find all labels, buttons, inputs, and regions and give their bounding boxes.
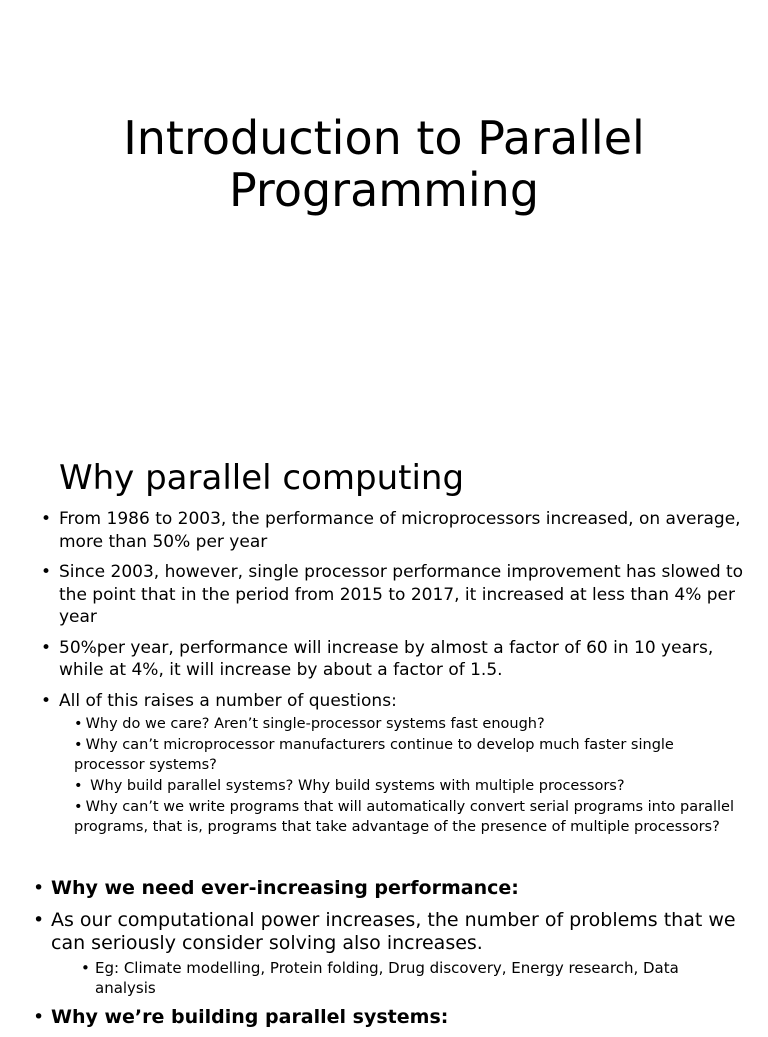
bullet-marker: •: [33, 908, 45, 931]
sub-bullet-text: Why do we care? Aren’t single-processor systems fast enough?: [85, 716, 545, 732]
bullet-text: From 1986 to 2003, the performance of microprocessors increased, on average, more than 50% per year: [59, 509, 741, 552]
sub-bullet-text: Eg: Climate modelling, Protein folding, Drug discovery, Energy research, Data analysis: [95, 958, 679, 997]
section-heading: Why parallel computing: [59, 458, 465, 498]
sub-list-item: [74, 776, 746, 796]
sub-bullet-text: Why can’t we write programs that will automatically convert serial programs into parallel programs, that is, programs that take advantage of the presence of multiple processors?: [74, 799, 734, 835]
title-line-2: Programming: [228, 163, 540, 217]
bullet-marker: •: [41, 690, 52, 711]
sub-list-item: [74, 714, 746, 734]
sub-bullet-marker: •: [74, 716, 83, 732]
bullet-marker: •: [41, 637, 52, 658]
bullet-list-2: [33, 877, 743, 1037]
title-line-1: Introduction to Parallel: [123, 111, 645, 165]
slide-title: [0, 112, 768, 216]
sub-list-item: [74, 735, 746, 775]
bullet-text: 50%per year, performance will increase by almost a factor of 60 in 10 years, while at 4%, it will increase by about a factor of 1.5.: [59, 637, 714, 680]
sub-bullet-list: [74, 714, 746, 837]
sub-bullet-marker: •: [81, 958, 90, 977]
sub-list-item: [74, 797, 746, 837]
bullet-marker: •: [41, 509, 52, 529]
sub-bullet-marker: •: [74, 799, 83, 815]
bullet-text: Why we need ever-increasing performance:: [51, 877, 519, 899]
list-item: [33, 909, 743, 998]
sub-bullet-marker: •: [74, 737, 83, 753]
bullet-marker: •: [33, 1005, 45, 1028]
bullet-text: All of this raises a number of questions:: [59, 690, 397, 711]
list-item: [41, 508, 746, 553]
sub-bullet-marker: •: [74, 778, 83, 794]
sub-list-item: [81, 958, 743, 998]
bullet-text: Why we’re building parallel systems:: [51, 1005, 449, 1028]
list-item: [41, 637, 746, 682]
bullet-marker: •: [41, 562, 52, 582]
list-item: [41, 561, 746, 629]
sub-bullet-text: Why build parallel systems? Why build systems with multiple processors?: [85, 778, 625, 794]
sub-bullet-text: Why can’t microprocessor manufacturers continue to develop much faster single processor systems?: [74, 737, 674, 773]
list-item: [41, 690, 746, 838]
list-item: [33, 1006, 743, 1030]
bullet-list: [41, 508, 746, 845]
list-item: [33, 877, 743, 901]
bullet-text: As our computational power increases, the number of problems that we can seriously consider solving also increases.: [51, 908, 736, 954]
bullet-marker: •: [33, 877, 45, 899]
bullet-text: Since 2003, however, single processor performance improvement has slowed to the point that in the period from 2015 to 2017, it increased at less than 4% per year: [59, 562, 744, 627]
